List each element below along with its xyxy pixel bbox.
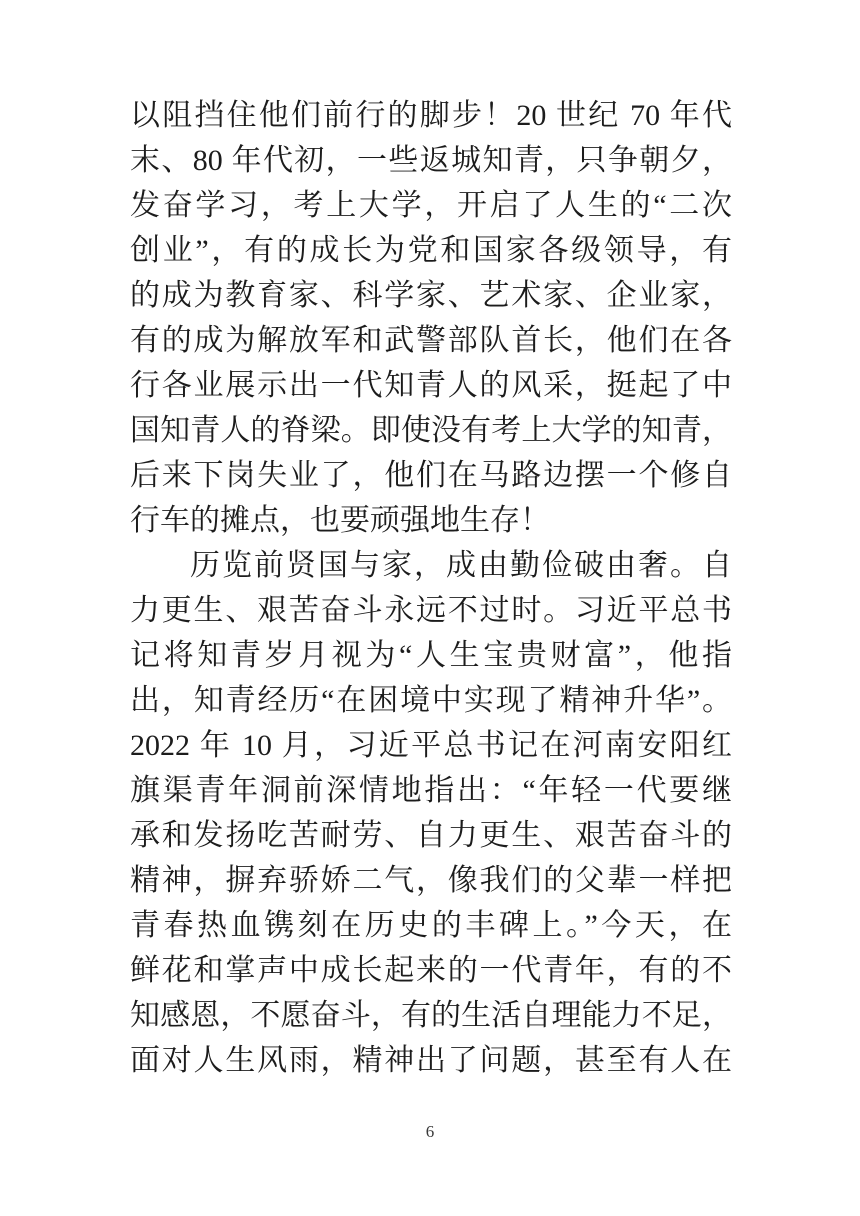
page-footer xyxy=(0,1122,860,1142)
text-line: 面对人生风雨，精神出了问题，甚至有人在 xyxy=(130,1044,732,1077)
paragraph xyxy=(130,543,732,1083)
text-line: 后来下岗失业了，他们在马路边摆一个修自 xyxy=(130,459,732,492)
text-line: 的成为教育家、科学家、艺术家、企业家， xyxy=(130,279,732,312)
page-number: 6 xyxy=(425,1122,435,1141)
text-line: 以阻挡住他们前行的脚步！20 世纪 70 年代 xyxy=(130,99,732,132)
document-body xyxy=(130,93,732,1083)
text-line: 有的成为解放军和武警部队首长，他们在各 xyxy=(130,324,732,357)
text-line: 末、80 年代初，一些返城知青，只争朝夕， xyxy=(130,144,732,177)
paragraph xyxy=(130,93,732,543)
text-line: 青春热血镌刻在历史的丰碑上。”今天，在 xyxy=(130,909,732,942)
text-line: 力更生、艰苦奋斗永远不过时。习近平总书 xyxy=(130,594,732,627)
text-line: 精神，摒弃骄娇二气，像我们的父辈一样把 xyxy=(130,864,732,897)
text-line: 行车的摊点，也要顽强地生存！ xyxy=(130,504,550,537)
text-line: 鲜花和掌声中成长起来的一代青年，有的不 xyxy=(130,954,732,987)
text-line: 发奋学习，考上大学，开启了人生的“二次 xyxy=(130,189,732,222)
text-line: 承和发扬吃苦耐劳、自力更生、艰苦奋斗的 xyxy=(130,819,732,852)
text-line: 行各业展示出一代知青人的风采，挺起了中 xyxy=(130,369,732,402)
text-line: 记将知青岁月视为“人生宝贵财富”，他指 xyxy=(130,639,732,672)
text-line: 国知青人的脊梁。即使没有考上大学的知青， xyxy=(130,414,732,447)
text-line: 出，知青经历“在困境中实现了精神升华”。 xyxy=(130,684,732,717)
text-line: 历览前贤国与家，成由勤俭破由奢。自 xyxy=(190,549,732,582)
text-line: 2022 年 10 月，习近平总书记在河南安阳红 xyxy=(130,729,732,762)
text-line: 知感恩，不愿奋斗，有的生活自理能力不足， xyxy=(130,999,732,1032)
text-line: 旗渠青年洞前深情地指出：“年轻一代要继 xyxy=(130,774,732,807)
text-line: 创业”，有的成长为党和国家各级领导，有 xyxy=(130,234,732,267)
